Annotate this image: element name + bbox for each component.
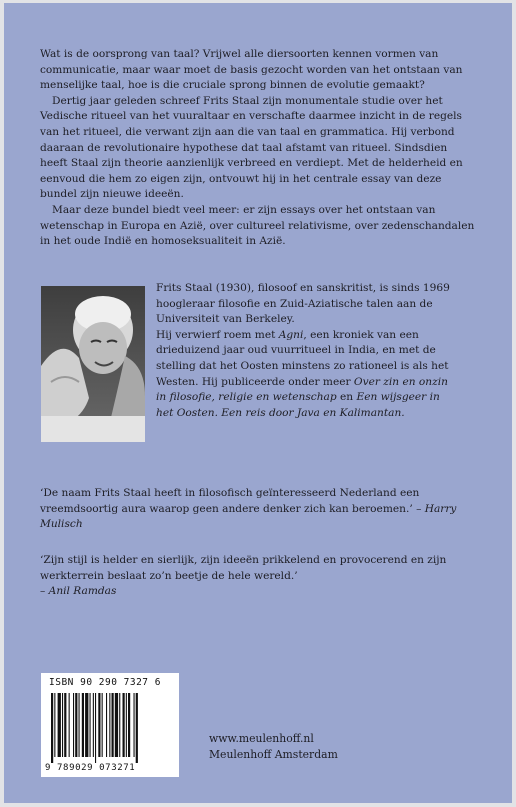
review-quote-1 [40, 486, 476, 533]
publisher-name: Meulenhoff Amsterdam [209, 748, 338, 761]
bio-text-2: , een kroniek van een drieduizend jaar oud vuurritueel in India, en met de stelling dat het Oosten minstens zo rationeel is als het Westen. Hij publiceerde onder meer [156, 328, 449, 388]
blurb-text [40, 47, 476, 250]
bio-book-2: Een wijsgeer in het Oosten. Een reis door Java en Kalimantan. [156, 391, 440, 419]
publisher-url: www.meulenhoff.nl [209, 732, 314, 745]
author-bio [156, 281, 456, 421]
blurb-paragraph-3: Maar deze bundel biedt veel meer: er zijn essays over het ontstaan van wetenschap in Europa en Azië, over cultureel relativisme, over zedenschandalen in het oude Indië en homoseksualiteit in Azië. [40, 203, 475, 248]
blurb-paragraph-2: Dertig jaar geleden schreef Frits Staal zijn monumentale studie over het Vedische ritueel van het vuuraltaar en verschafte daarmee inzicht in de regels van het ritueel, die verwant zijn aan die van taal en grammatica. Hij verbond daaraan de revolutionaire hypothese dat taal afstamt van ritueel. Sindsdien heeft Staal zijn theorie aanzienlijk verbreed en verdiept. Met de helderheid en eenvoud die hem zo eigen zijn, ontvouwt hij in het centrale essay van deze bundel zijn nieuwe ideeën. [40, 94, 463, 201]
quote-2-author: – Anil Ramdas [40, 585, 117, 598]
publisher-info [209, 731, 338, 763]
quote-1-author: – Harry Mulisch [40, 502, 457, 531]
blurb-paragraph-1: Wat is de oorsprong van taal? Vrijwel alle diersoorten kennen vormen van communicatie, maar waar moet de basis gezocht worden van het ontstaan van menselijke taal, hoe is die cruciale sprong binnen de evolutie gemaakt? [40, 48, 463, 92]
bio-text-1: Hij verwierf roem met [156, 328, 279, 341]
review-quote-2 [40, 553, 476, 600]
author-portrait-image [41, 286, 145, 442]
isbn-number: ISBN 90 290 7327 6 [49, 677, 161, 688]
quote-2-text: ‘Zijn stijl is helder en sierlijk, zijn ideeën prikkelend en provocerend en zijn werkterrein beslaat zo’n beetje de hele wereld.’ [40, 554, 447, 582]
author-portrait [41, 286, 145, 442]
bio-and: en [336, 391, 357, 404]
ean-number: 9 789029 073271 [45, 763, 136, 773]
book-back-cover [4, 3, 512, 803]
barcode-icon [49, 693, 171, 763]
bio-intro: Frits Staal (1930), filosoof en sanskritist, is sinds 1969 hoogleraar filosofie en Zuid-Aziatische talen aan de Universiteit van Berkeley. [156, 282, 450, 326]
barcode-label [41, 673, 179, 777]
bio-book-1: Over zin en onzin in filosofie, religie en wetenschap [156, 375, 448, 404]
bio-title-agni: Agni [278, 328, 304, 341]
quote-1-text: ‘De naam Frits Staal heeft in filosofisch geïnteresseerd Nederland een vreemdsoortig aura waarop geen andere denker zich kan beroemen.’ [40, 487, 420, 515]
